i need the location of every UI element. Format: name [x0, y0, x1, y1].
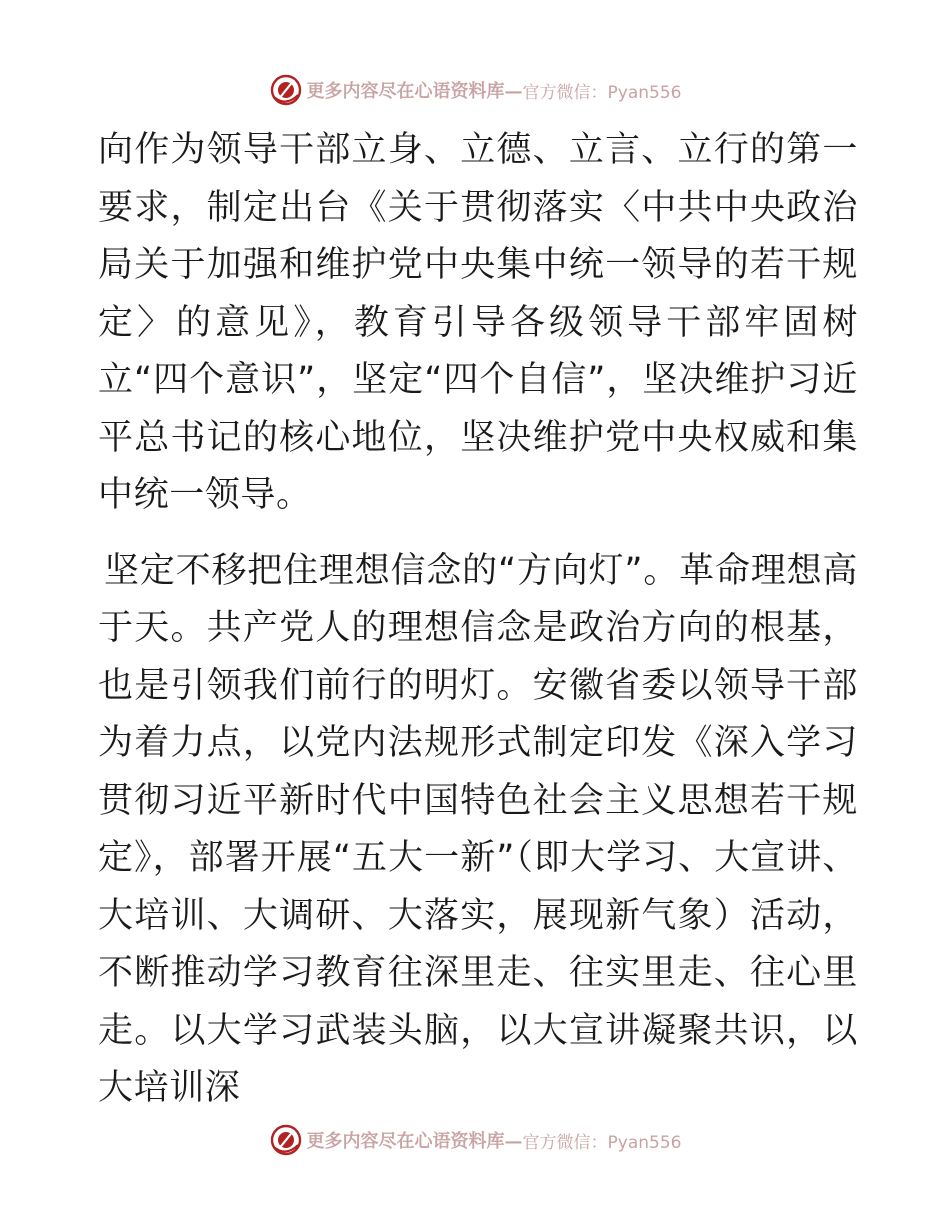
seal-logo-icon: [269, 1123, 303, 1157]
watermark-prefix-text: 更多内容尽在心语资料库—: [306, 81, 523, 102]
seal-logo-icon: [269, 73, 303, 107]
watermark-prefix-text: 更多内容尽在心语资料库—: [306, 1131, 523, 1152]
page-footer-watermark: [0, 1120, 950, 1160]
watermark-contact-text: 官方微信：Pyan556: [522, 1132, 682, 1153]
document-body: [98, 122, 858, 1118]
paragraph-1: 向作为领导干部立身、立德、立言、立行的第一要求，制定出台《关于贯彻落实〈中共中央政治局关于加强和维护党中央集中统一领导的若干规定〉的意见》，教育引导各级领导干部牢固树立“四个意识”，坚定“四个自信”，坚决维护习近平总书记的核心地位，坚决维护党中央权威和集中统一领导。: [98, 130, 858, 515]
page-header-watermark: [0, 70, 950, 110]
watermark-contact-text: 官方微信：Pyan556: [522, 82, 682, 103]
paragraph-2: 坚定不移把住理想信念的“方向灯”。革命理想高于天。共产党人的理想信念是政治方向的根基，也是引领我们前行的明灯。安徽省委以领导干部为着力点，以党内法规形式制定印发《深入学习贯彻习近平新时代中国特色社会主义思想若干规定》，部署开展“五大一新”（即大学习、大宣讲、大培训、大调研、大落实，展现新气象）活动，不断推动学习教育往深里走、往实里走、往心里走。以大学习武装头脑，以大宣讲凝聚共识，以大培训深: [98, 550, 858, 1108]
